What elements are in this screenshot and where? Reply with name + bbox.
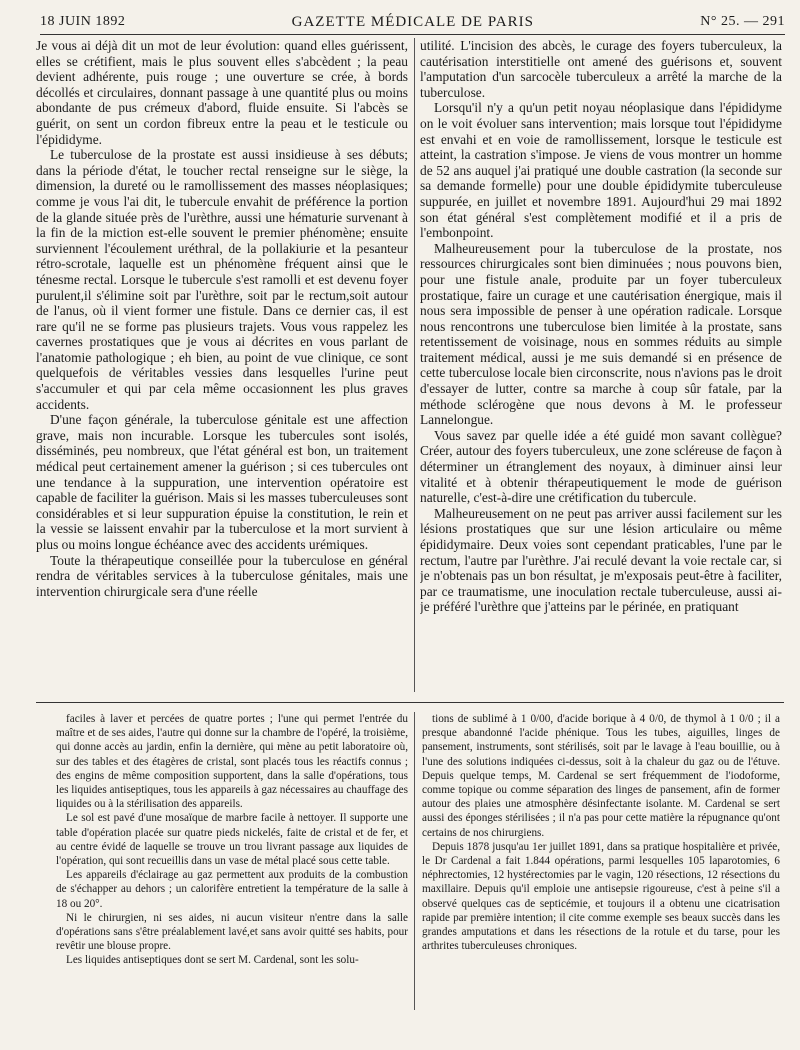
paragraph: Ni le chirurgien, ni ses aides, ni aucun visiteur n'entre dans la salle d'opérations sans s'être préalablement lavé,et sans avoir quitté ses habits, pour revêtir une blouse propre. <box>56 911 408 953</box>
column-divider <box>414 712 415 1010</box>
article-column-left <box>36 38 408 692</box>
paragraph: Depuis 1878 jusqu'au 1er juillet 1891, dans sa pratique hospitalière et privée, le Dr Cardenal a fait 1.844 opérations, parmi lesquelles 105 laparotomies, 6 néphrectomies, 12 hystérectomies par le vagin, 120 résections, 12 résections du maxillaire. Depuis qu'il emploie une antisepsie rigoureuse, c'est à peine s'il a observé quelques cas de septicémie, et toujours il a obtenu une cicatrisation rapide par première intention; il cite comme exemple ses beaux succès dans les grandes amputations et dans les résections de la rotule et du tarse, pour les arthrites tuberculeuses chroniques. <box>422 840 780 953</box>
paragraph: Le sol est pavé d'une mosaïque de marbre facile à nettoyer. Il supporte une table d'opération placée sur quatre pieds nickelés, faite de cristal et de fer, et au centre évidé de laquelle se trouve un trou livrant passage aux liquides de l'opération, qui sont recueillis dans un vase de métal placé sous cette table. <box>56 812 408 868</box>
paragraph: Vous savez par quelle idée a été guidé mon savant collègue? Créer, autour des foyers tuberculeux, une zone scléreuse de façon à déterminer un étranglement des noyaux, à diminuer ainsi leur vitalité et à obtenir thérapeutiquement le mode de guérison naturelle, c'est-à-dire une crétification du tubercule. <box>420 427 782 506</box>
paragraph: Les liquides antiseptiques dont se sert M. Cardenal, sont les solu- <box>66 954 359 967</box>
paragraph: Malheureusement on ne peut pas arriver aussi facilement sur les lésions prostatiques que sur une lésion articulaire ou même épididymaire. Deux voies sont cependant praticables, l'une par le rectum, l'autre par l'urèthre. J'ai reculé devant la voie rectale car, si je n'obtenais pas un bon résultat, je m'exposais peut-être à faciliter, par ce traumatisme, une inoculation rectale tuberculeuse, aussi ai-je préféré l'urèthre que j'atteins par le périnée, en pratiquant <box>420 505 782 615</box>
paragraph: Malheureusement pour la tuberculose de la prostate, nos ressources chirurgicales sont bien diminuées ; nous pouvons bien, pour une fistule anale, produite par un foyer tuberculeux prostatique, faire un curage et une cautérisation énergique, mais il nous sera impossible de penser à une opération radicale. Lorsque nous rencontrons une tuberculose bien limitée à la prostate, sans retentissement de voisinage, nous en sommes réduits au simple traitement médical, aussi je me suis demandé si en présence de cette tuberculose locale bien circonscrite, nous n'avions pas le droit d'essayer de lutter, contre sa marche à coup sûr fatale, par la méthode sclérogène que nous devons à M. le professeur Lannelongue. <box>420 240 782 428</box>
column-divider <box>414 38 415 692</box>
paragraph: faciles à laver et percées de quatre portes ; l'une qui permet l'entrée du maître et de ses aides, l'autre qui donne sur la chambre de l'opéré, la troisième, qui donne accès au jardin, enfin la dernière, qui mène au petit laboratoire où, sur des tables et des étagères de cristal, sont placés tous les réactifs connus ; des engins de même composition supportent, dans la salle d'opérations, tous les liquides antiseptiques, tous les appareils à gaz nécessaires au chauffage des liquides ou à la stérilisation des appareils. <box>56 713 408 811</box>
article-column-right <box>420 38 782 692</box>
paragraph: D'une façon générale, la tuberculose génitale est une affection grave, mais non incurable. Lorsque les tubercules sont isolés, disséminés, peu nombreux, que l'état général est bon, un traitement médical peut certainement amener la guérison ; si ces tubercules ont une tendance à la suppuration, une intervention opératoire est capable de faciliter la guérison. Mais si les masses tuberculeuses sont considérables et si leur suppuration épuise la constitution, le rein et la vessie se laissent envahir par la tuberculose et la mort survient à plus ou moins longue échéance avec des accidents urémiques. <box>36 412 408 552</box>
paragraph: Lorsqu'il n'y a qu'un petit noyau néoplasique dans l'épididyme on le voit évoluer sans intervention; mais lorsque tout l'épididyme est envahi et en voie de ramollissement, lorsque le testicule est atteint, la castration s'impose. Je viens de vous montrer un homme de 52 ans auquel j'ai pratiqué une double castration (la seconde sur sa demande formelle) pour une double épididymite tuberculeuse suppurée, en juillet et novembre 1891. Aujourd'hui 29 mai 1892 son état général s'est complètement modifié et il a pris de l'embonpoint. <box>420 100 782 241</box>
paragraph: tions de sublimé à 1 0/00, d'acide borique à 4 0/0, de thymol à 1 0/0 ; il a presque abandonné l'acide phénique. Tous les tubes, aiguilles, linges de pansement, instruments, sont stérilisés, soit par le lavage à l'eau bouillie, ou à l'une des solutions indiquées ci-dessus, soit à la chaleur du gaz ou de l'étuve. Depuis quelque temps, M. Cardenal se sert fréquemment de l'iodoforme, comme topique ou comme séparation des linges de pansement, afin de former autour des plaies une atmosphère désinfectante isolante. M. Cardenal se sert aussi des éponges stérilisées ; il n'a pas pour cette matière la répugnance qu'ont certains de nos chirurgiens. <box>422 713 780 839</box>
paragraph: Toute la thérapeutique conseillée pour la tuberculose en général rendra de véritables services à la tuberculose génitales, mais une intervention chirurgicale sera d'une réelle <box>36 552 408 599</box>
section-divider <box>36 702 784 703</box>
paragraph: Le tuberculose de la prostate est aussi insidieuse à ses débuts; dans la période d'état, le toucher rectal renseigne sur le siège, la dimension, la dureté ou le ramollissement des masses néoplasiques; comme je vous l'ai dit, le tubercule envahit de préférence la portion de la glande située près de l'urèthre, aussi une hématurie survenant à la fin de la miction est-elle souvent le premier phénomène; ensuite surviennent l'écoulement uréthral, de la pollakiurie et la pesanteur rétro-scrotale, laquelle est un phénomène fréquent ainsi que le ténesme rectal. Lorsque le tubercule s'est ramolli et est devenu foyer purulent,il s'élimine soit par l'urèthre, soit par le rectum,soit autour de l'anus, où il vient former une fistule. Dans ce dernier cas, il est rare qu'il ne se forme pas plusieurs trajets. Vous vous rappelez les cavernes prostatiques que je vous ai décrites en vous parlant de l'anatomie pathologique ; eh bien, au point de vue clinique, ce sont quelquefois de véritables vessies dans lesquelles l'urine peut s'accumuler et qui par cela même occasionnent les plus graves accidents. <box>36 147 408 412</box>
paragraph: Les appareils d'éclairage au gaz permettent aux produits de la combustion de s'échapper au dehors ; un calorifère entretient la température de la salle à 18 ou 20°. <box>56 869 408 910</box>
feuilleton-column-left <box>56 712 408 1012</box>
publication-title: GAZETTE MÉDICALE DE PARIS <box>291 13 534 30</box>
paragraph: utilité. L'incision des abcès, le curage des foyers tuberculeux, la cautérisation interstitielle ont amené des guérisons et, souvent l'amputation d'un sarcocèle tuberculeux a arrêté la marche de la tuberculose. <box>420 38 782 100</box>
paragraph: Je vous ai déjà dit un mot de leur évolution: quand elles guérissent, elles se crétifient, mais le plus souvent elles s'abcèdent ; la peau devient adhérente, puis rouge ; une ouverture se crée, à bords décollés et circulaires, donnant passage à une quantité plus ou moins abondante de pus crémeux d'abord, fluide ensuite. Si l'abcès se guérit, on sent un cordon fibreux entre la peau et le testicule ou l'épididyme. <box>36 38 408 147</box>
page-header <box>40 10 785 35</box>
feuilleton-column-right <box>422 712 780 1012</box>
issue-page-number: N° 25. — 291 <box>700 14 785 29</box>
issue-date: 18 JUIN 1892 <box>40 14 126 29</box>
